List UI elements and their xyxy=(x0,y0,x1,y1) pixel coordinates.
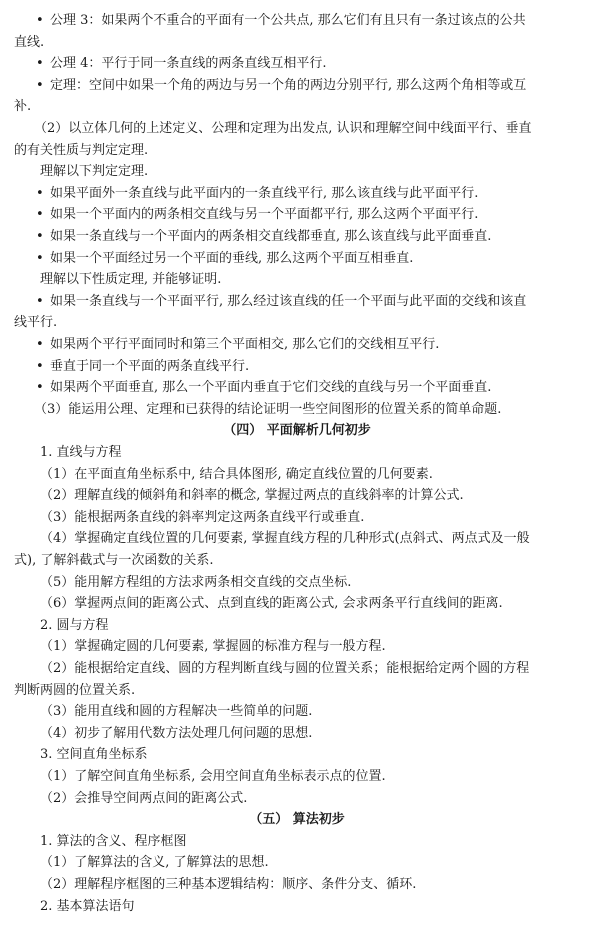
subheading-line: 1. 算法的含义、程序框图 xyxy=(40,833,187,849)
list-item-line: （4）初步了解用代数方法处理几何问题的思想. xyxy=(40,725,313,741)
continuation-line: 直线. xyxy=(14,34,45,50)
list-item-line: （2）理解直线的倾斜角和斜率的概念, 掌握过两点的直线斜率的计算公式. xyxy=(40,488,464,504)
list-item-line: （2）会推导空间两点间的距离公式. xyxy=(40,790,248,806)
continuation-line: 线平行. xyxy=(14,315,58,331)
bullet-line: • 如果一条直线与一个平面内的两条相交直线都垂直, 那么该直线与此平面垂直. xyxy=(14,226,580,247)
list-item-line: （4）掌握确定直线位置的几何要素, 掌握直线方程的几种形式(点斜式、两点式及一般 xyxy=(40,531,530,547)
list-item-line: （1）了解空间直角坐标系, 会用空间直角坐标表示点的位置. xyxy=(40,769,386,784)
subheading-line: 1. 直线与方程 xyxy=(40,445,122,460)
bullet-line: • 如果一个平面内的两条相交直线与另一个平面都平行, 那么这两个平面平行. xyxy=(14,204,580,225)
bullet-line: • 公理 3：如果两个不重合的平面有一个公共点, 那么它们有且只有一条过该点的公共 xyxy=(14,10,580,31)
list-item-line: （3）能用直线和圆的方程解决一些简单的问题. xyxy=(40,704,313,720)
list-item-line: （1）在平面直角坐标系中, 结合具体图形, 确定直线位置的几何要素. xyxy=(40,466,433,482)
bullet-line: • 公理 4：平行于同一条直线的两条直线互相平行. xyxy=(14,53,580,74)
list-item-line: （1）了解算法的含义, 了解算法的思想. xyxy=(40,855,269,871)
bullet-line: • 垂直于同一个平面的两条直线平行. xyxy=(14,356,580,377)
subheading-line: 3. 空间直角坐标系 xyxy=(40,747,148,763)
section-heading: （四） 平面解析几何初步 xyxy=(223,423,371,439)
subheading-line: 2. 基本算法语句 xyxy=(40,898,135,914)
continuation-line: 式), 了解斜截式与一次函数的关系. xyxy=(14,553,214,568)
subheading-line: 理解以下性质定理, 并能够证明. xyxy=(40,272,222,288)
list-item-line: （2）理解程序框图的三种基本逻辑结构：顺序、条件分支、循环. xyxy=(40,877,417,892)
bullet-line: • 定理：空间中如果一个角的两边与另一个角的两边分别平行, 那么这两个角相等或互 xyxy=(14,75,580,96)
paragraph-line: （2）以立体几何的上述定义、公理和定理为出发点, 认识和理解空间中线面平行、垂直 xyxy=(34,121,532,136)
bullet-line: • 如果两个平面垂直, 那么一个平面内垂直于它们交线的直线与另一个平面垂直. xyxy=(14,377,580,398)
subheading-line: 理解以下判定定理. xyxy=(40,164,149,180)
list-item-line: （3）能根据两条直线的斜率判定这两条直线平行或垂直. xyxy=(40,509,365,525)
list-item-line: （6）掌握两点间的距离公式、点到直线的距离公式, 会求两条平行直线间的距离. xyxy=(40,596,503,612)
bullet-line: • 如果平面外一条直线与此平面内的一条直线平行, 那么该直线与此平面平行. xyxy=(14,183,580,204)
section-heading: （五） 算法初步 xyxy=(249,812,345,828)
list-item-line: （1）掌握确定圆的几何要素, 掌握圆的标准方程与一般方程. xyxy=(40,639,386,655)
subheading-line: 2. 圆与方程 xyxy=(40,617,109,633)
list-item-line: （5）能用解方程组的方法求两条相交直线的交点坐标. xyxy=(40,574,352,590)
list-item-line: （2）能根据给定直线、圆的方程判断直线与圆的位置关系；能根据给定两个圆的方程 xyxy=(40,661,530,676)
bullet-line: • 如果一条直线与一个平面平行, 那么经过该直线的任一个平面与此平面的交线和该直 xyxy=(14,291,580,312)
paragraph-line: （3）能运用公理、定理和已获得的结论证明一些空间图形的位置关系的简单命题. xyxy=(34,401,502,417)
continuation-line: 判断两圆的位置关系. xyxy=(14,682,136,698)
bullet-line: • 如果一个平面经过另一个平面的垂线, 那么这两个平面互相垂直. xyxy=(14,248,580,269)
continuation-line: 的有关性质与判定定理. xyxy=(14,142,149,158)
bullet-line: • 如果两个平行平面同时和第三个平面相交, 那么它们的交线相互平行. xyxy=(14,334,580,355)
continuation-line: 补. xyxy=(14,99,32,115)
